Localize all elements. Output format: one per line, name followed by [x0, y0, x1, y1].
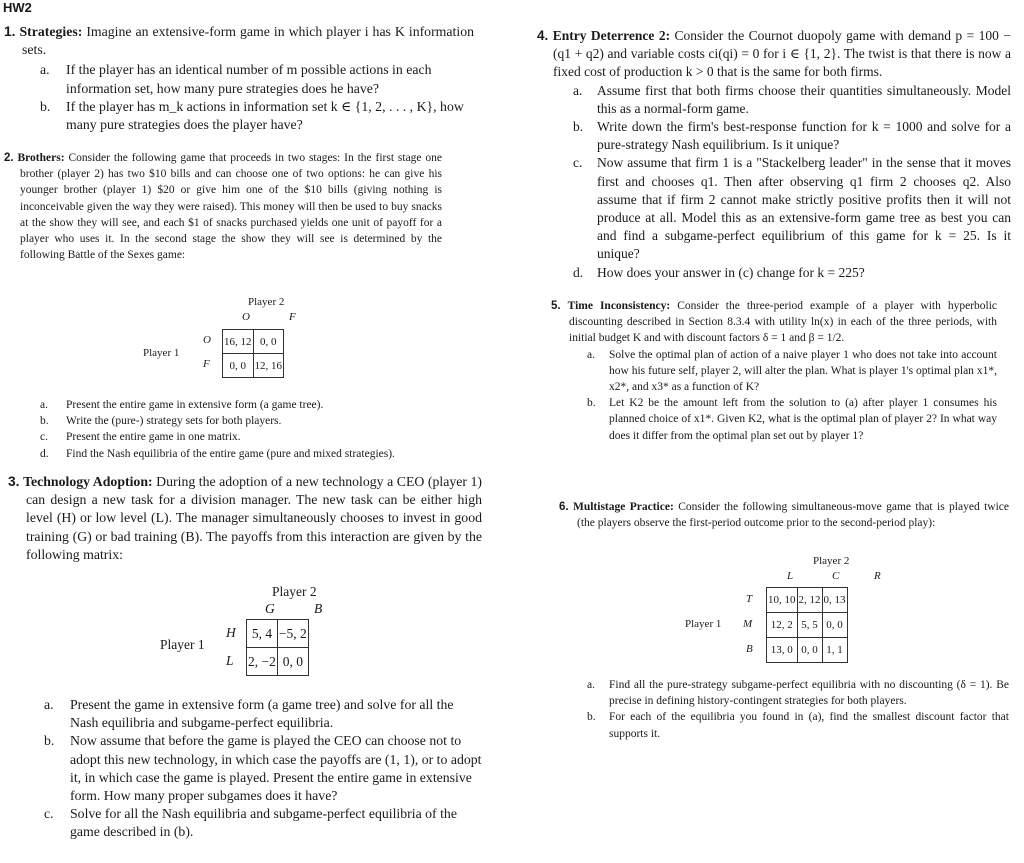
matrix-row-M: M: [743, 618, 753, 630]
problem-6: [559, 499, 1009, 531]
problem-1-item-b: b. If the player has m_k actions in information set k ∈ {1, 2, . . . , K}, how many pure strategies does the player have?: [40, 98, 464, 133]
problem-3-text: During the adoption of a new technology a CEO (player 1) can design a new task for a division manager. The new task can be either high level (H) or low level (L). The manager simultaneously chooses to invest in good training (G) or bad training (B). The payoffs from this interaction are given by the following matrix:: [26, 474, 482, 562]
problem-4-item-b: b. Write down the firm's best-response function for k = 1000 and solve for a pure-strategy Nash equilibrium. Is it unique?: [573, 119, 1011, 153]
problem-4-item-a: a. Assume first that both firms choose their quantities simultaneously. Model this as a normal-form game.: [573, 82, 1011, 116]
problem-2-item-b: b. Write the (pure-) strategy sets for both players.: [40, 415, 282, 428]
matrix-row-player: Player 1: [160, 637, 205, 652]
problem-6-item-a: a. Find all the pure-strategy subgame-perfect equilibria with no discounting (δ = 1). Be precise in defining history-contingent strategies for both players.: [587, 679, 1009, 708]
matrix-row-O: O: [203, 334, 211, 346]
problem-4-text: Consider the Cournot duopoly game with demand p = 100 − (q1 + q2) and variable costs ci(qi) = 0 for i ∈ {1, 2}. The twist is that there is now a fixed cost of production k > 0 that is the same for both firms.: [553, 28, 1011, 80]
problem-5-number: 5.: [551, 300, 561, 312]
matrix-cell: 5, 5: [797, 613, 822, 638]
problem-5: [551, 298, 997, 444]
matrix-cell: 0, 0: [797, 638, 822, 663]
problem-5-item-b: b. Let K2 be the amount left from the solution to (a) after player 1 consumes his planned choice of x1*. Given K2, what is the optimal plan of player 2? In what way does it differ from the optimal plan set out by player 1?: [587, 397, 997, 442]
problem-2-text: Consider the following game that proceeds in two stages: In the first stage one brother (player 2) has two $10 bills and can choose one of two options: he can give his younger brother (player 1) $20 or give him one of the $10 bills (giving nothing is inconceivable given the way they were raised). This money will then be used to buy snacks at the show they will see, and each $1 of snacks purchased yields one unit of payoff for a player who uses it. In the second stage the show they will see is determined by the following Battle of the Sexes game:: [20, 152, 443, 262]
problem-5-text: Consider the three-period example of a player with hyperbolic discounting described in Section 8.3.4 with utility ln(x) in each of the three periods, with initial budget K and with discount factors δ = 1 and β = 1/2.: [569, 300, 998, 345]
matrix-cell: 0, 0: [253, 330, 284, 354]
problem-2-item-d: d. Find the Nash equilibria of the entire game (pure and mixed strategies).: [40, 447, 395, 460]
problem-2-title: Brothers:: [17, 152, 65, 164]
problem-6-items: [559, 677, 1009, 742]
problem-3: [8, 473, 482, 564]
problem-5-title: Time Inconsistency:: [567, 300, 671, 312]
matrix-col-L: L: [787, 570, 794, 582]
problem-2-items: [4, 397, 444, 462]
problem-3-item-b: b. Now assume that before the game is played the CEO can choose not to adopt this new technology, in which case the payoffs are (1, 1), or to adopt it, in which case the game is played. Present the entire game in extensive form. How many proper subgames does it have?: [44, 733, 482, 804]
matrix-row-player: Player 1: [685, 618, 722, 630]
matrix-col-O: O: [242, 311, 250, 323]
matrix-grid: [766, 587, 848, 663]
matrix-cell: 2, 12: [797, 588, 822, 613]
matrix-cell: −5, 2: [277, 620, 308, 648]
matrix-cell: 10, 10: [767, 588, 798, 613]
problem-3-number: 3.: [8, 474, 20, 489]
problem-5-item-a: a. Solve the optimal plan of action of a naive player 1 who does not take into account how his future self, player 2, will alter the plan. What is player 1's optimal plan x1*, x2*, and x3* as a function of K?: [587, 348, 997, 394]
matrix-col-G: G: [265, 601, 275, 616]
problem-3-item-a: a. Present the game in extensive form (a game tree) and solve for all the Nash equilibria and subgame-perfect equilibria.: [44, 697, 454, 731]
problem-3-item-c: c. Solve for all the Nash equilibria and subgame-perfect equilibria of the game described in (b).: [44, 806, 457, 840]
problem-4: [537, 27, 1011, 282]
matrix-cell: 0, 0: [277, 648, 308, 676]
matrix-col-C: C: [832, 570, 840, 582]
problem-6-item-b: b. For each of the equilibria you found in (a), find the smallest discount factor that supports it.: [587, 711, 1009, 740]
matrix-col-F: F: [289, 311, 296, 323]
problem-4-item-c: c. Now assume that firm 1 is a "Stackelberg leader" in the sense that it moves first and chooses q1. Then after observing q1 firm 2 chooses q2. Also assume that if firm 2 cannot make strictly positive profits then it will not produce at all. Model this as an extensive-form game tree as best you can and find a subgame-perfect equilibrium of this game for k = 25. Is it unique?: [573, 155, 1011, 262]
problem-1-item-a: a. If the player has an identical number of m possible actions in each information set, how many pure strategies does he have?: [40, 62, 432, 96]
problem-4-number: 4.: [537, 28, 549, 43]
matrix-col-player: Player 2: [248, 296, 285, 308]
matrix-col-player: Player 2: [813, 555, 850, 567]
matrix-row-T: T: [746, 593, 753, 605]
matrix-row-F: F: [203, 358, 210, 370]
matrix-row-player: Player 1: [143, 347, 180, 359]
matrix-cell: 2, −2: [247, 648, 278, 676]
problem-2: [4, 150, 442, 263]
problem-6-text: Consider the following simultaneous-move game that is played twice (the players observe the first-period outcome prior to the second-period play):: [577, 501, 1009, 530]
matrix-grid: [222, 329, 284, 378]
problem-3-title: Technology Adoption:: [23, 474, 153, 489]
problem-1-text: Imagine an extensive-form game in which player i has K information sets.: [22, 24, 474, 58]
matrix-col-player: Player 2: [272, 584, 317, 599]
matrix-row-H: H: [226, 625, 236, 640]
matrix-grid: [246, 619, 309, 676]
page-header: HW2: [3, 0, 32, 15]
matrix-cell: 16, 12: [223, 330, 254, 354]
matrix-col-R: R: [874, 570, 881, 582]
problem-4-item-d: d. How does your answer in (c) change for k = 225?: [573, 264, 865, 280]
matrix-cell: 13, 0: [767, 638, 798, 663]
matrix-row-L: L: [226, 653, 234, 668]
problem-1-title: Strategies:: [19, 24, 83, 39]
problem-6-number: 6.: [559, 501, 569, 513]
matrix-cell: 12, 16: [253, 354, 284, 378]
problem-3-items: [8, 696, 482, 842]
matrix-col-B: B: [314, 601, 323, 616]
matrix-cell: 1, 1: [822, 638, 847, 663]
problem-2-item-a: a. Present the entire game in extensive form (a game tree).: [40, 399, 324, 411]
matrix-cell: 0, 13: [822, 588, 847, 613]
problem-2-number: 2.: [4, 152, 14, 164]
problem-6-title: Multistage Practice:: [572, 501, 674, 513]
matrix-cell: 0, 0: [822, 613, 847, 638]
matrix-cell: 0, 0: [223, 354, 254, 378]
problem-4-title: Entry Deterrence 2:: [552, 28, 671, 43]
problem-2-item-c: c. Present the entire game in one matrix.: [40, 431, 241, 444]
problem-1: [4, 23, 474, 134]
matrix-cell: 5, 4: [247, 620, 278, 648]
matrix-cell: 12, 2: [767, 613, 798, 638]
problem-1-number: 1.: [4, 24, 16, 39]
matrix-row-B: B: [746, 643, 753, 655]
